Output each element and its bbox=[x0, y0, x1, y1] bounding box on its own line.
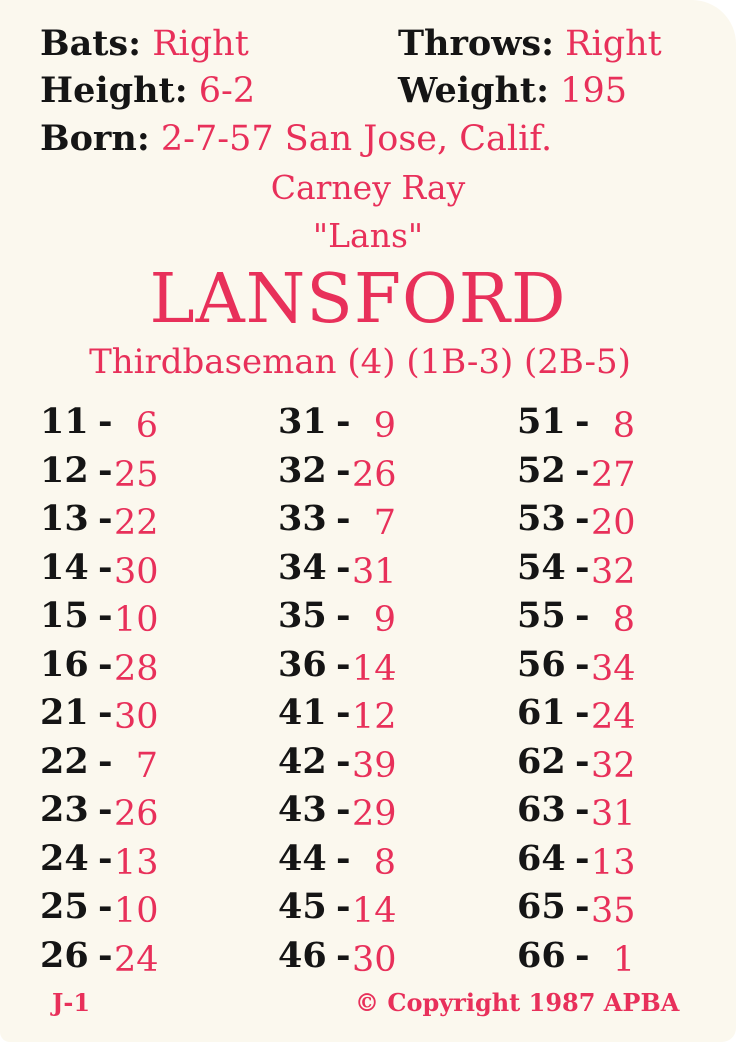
result-entry bbox=[40, 934, 240, 983]
result-entry bbox=[278, 885, 478, 934]
dice-code: 36 bbox=[278, 643, 327, 685]
result-entry bbox=[517, 691, 717, 740]
result-entry bbox=[40, 497, 240, 546]
dice-code: 64 bbox=[517, 837, 566, 879]
dash-separator: - bbox=[575, 837, 590, 879]
result-entry bbox=[278, 691, 478, 740]
dash-separator: - bbox=[98, 692, 113, 733]
result-number: 35 bbox=[591, 891, 636, 931]
result-number: 8 bbox=[612, 600, 635, 640]
result-number: 22 bbox=[114, 503, 159, 543]
dash-separator: - bbox=[98, 740, 113, 782]
dash-separator: - bbox=[575, 789, 590, 830]
dice-code: 46 bbox=[278, 934, 327, 976]
result-number: 7 bbox=[373, 503, 396, 543]
dice-code: 44 bbox=[278, 837, 327, 879]
weight-label: Weight: bbox=[398, 70, 550, 111]
dash-separator: - bbox=[575, 595, 590, 636]
dice-code: 45 bbox=[278, 886, 327, 927]
result-entry bbox=[517, 643, 717, 692]
dash-separator: - bbox=[575, 498, 590, 539]
result-number: 26 bbox=[352, 454, 397, 495]
result-entry bbox=[278, 594, 478, 643]
result-number: 7 bbox=[135, 745, 158, 786]
dice-code: 41 bbox=[278, 692, 327, 733]
result-entry bbox=[517, 546, 717, 595]
result-entry bbox=[40, 837, 240, 886]
dash-separator: - bbox=[575, 546, 590, 588]
dash-separator: - bbox=[336, 740, 351, 782]
dash-separator: - bbox=[98, 643, 113, 685]
result-entry bbox=[40, 740, 240, 789]
throws-value: Right bbox=[565, 24, 662, 64]
bats-label: Bats: bbox=[40, 23, 142, 64]
position-line: Thirdbaseman (4) (1B-3) (2B-5) bbox=[89, 342, 631, 382]
height-label: Height: bbox=[40, 70, 188, 111]
result-number: 9 bbox=[373, 600, 396, 640]
dash-separator: - bbox=[336, 934, 351, 976]
result-entry bbox=[278, 837, 478, 886]
dash-separator: - bbox=[98, 401, 113, 442]
result-entry bbox=[517, 788, 717, 837]
dice-code: 13 bbox=[40, 498, 89, 539]
dash-separator: - bbox=[575, 886, 590, 927]
born-value: 2-7-57 San Jose, Calif. bbox=[160, 119, 553, 159]
result-number: 6 bbox=[135, 406, 158, 446]
dash-separator: - bbox=[575, 449, 590, 491]
dice-code: 35 bbox=[278, 595, 327, 636]
result-entry bbox=[278, 788, 478, 837]
dice-code: 26 bbox=[40, 934, 89, 976]
result-number: 14 bbox=[352, 648, 397, 689]
result-number: 25 bbox=[114, 454, 159, 495]
dash-separator: - bbox=[336, 692, 351, 733]
result-number: 13 bbox=[114, 842, 159, 883]
dice-code: 55 bbox=[517, 595, 566, 636]
result-entry bbox=[40, 788, 240, 837]
dash-separator: - bbox=[575, 401, 590, 442]
result-entry bbox=[40, 691, 240, 740]
dash-separator: - bbox=[575, 934, 590, 976]
dice-code: 14 bbox=[40, 546, 89, 588]
height-value: 6-2 bbox=[198, 71, 256, 111]
result-number: 10 bbox=[114, 891, 159, 931]
dash-separator: - bbox=[336, 643, 351, 685]
weight-row bbox=[398, 71, 627, 111]
result-number: 27 bbox=[591, 454, 636, 495]
dice-code: 25 bbox=[40, 886, 89, 927]
result-number: 31 bbox=[352, 551, 397, 592]
result-number: 24 bbox=[591, 697, 636, 737]
dash-separator: - bbox=[336, 595, 351, 636]
throws-row bbox=[398, 24, 662, 64]
last-name: LANSFORD bbox=[149, 260, 567, 339]
throws-label: Throws: bbox=[398, 23, 555, 64]
result-entry bbox=[278, 643, 478, 692]
dash-separator: - bbox=[336, 886, 351, 927]
born-row bbox=[40, 119, 552, 159]
dice-code: 15 bbox=[40, 595, 89, 636]
dash-separator: - bbox=[98, 449, 113, 491]
dash-separator: - bbox=[336, 789, 351, 830]
dash-separator: - bbox=[98, 789, 113, 830]
result-number: 26 bbox=[114, 794, 159, 834]
dash-separator: - bbox=[336, 401, 351, 442]
result-number: 10 bbox=[114, 600, 159, 640]
result-entry bbox=[278, 400, 478, 449]
result-entry bbox=[40, 546, 240, 595]
result-number: 8 bbox=[612, 406, 635, 446]
result-number: 30 bbox=[352, 939, 397, 980]
result-entry bbox=[40, 449, 240, 498]
result-entry bbox=[278, 497, 478, 546]
dash-separator: - bbox=[98, 934, 113, 976]
dice-code: 12 bbox=[40, 449, 89, 491]
height-row bbox=[40, 71, 255, 111]
dice-code: 42 bbox=[278, 740, 327, 782]
dice-code: 56 bbox=[517, 643, 566, 685]
dice-code: 63 bbox=[517, 789, 566, 830]
result-entry bbox=[278, 740, 478, 789]
dice-code: 66 bbox=[517, 934, 566, 976]
weight-value: 195 bbox=[560, 71, 627, 111]
dash-separator: - bbox=[336, 546, 351, 588]
dice-code: 21 bbox=[40, 692, 89, 733]
dash-separator: - bbox=[575, 740, 590, 782]
dash-separator: - bbox=[98, 595, 113, 636]
dash-separator: - bbox=[575, 692, 590, 733]
result-entry bbox=[40, 885, 240, 934]
nickname: "Lans" bbox=[312, 216, 424, 255]
result-entry bbox=[278, 934, 478, 983]
result-entry bbox=[278, 546, 478, 595]
result-column-3 bbox=[517, 400, 717, 982]
dice-code: 34 bbox=[278, 546, 327, 588]
dice-code: 61 bbox=[517, 692, 566, 733]
result-entry bbox=[517, 885, 717, 934]
result-number: 24 bbox=[114, 939, 159, 980]
dash-separator: - bbox=[336, 498, 351, 539]
dash-separator: - bbox=[336, 837, 351, 879]
result-entry bbox=[517, 740, 717, 789]
dash-separator: - bbox=[575, 643, 590, 685]
dash-separator: - bbox=[98, 498, 113, 539]
dice-code: 11 bbox=[40, 401, 89, 442]
result-entry bbox=[517, 837, 717, 886]
result-number: 28 bbox=[114, 648, 159, 689]
result-number: 30 bbox=[114, 551, 159, 592]
result-number: 32 bbox=[591, 551, 636, 592]
result-entry bbox=[278, 449, 478, 498]
dice-code: 43 bbox=[278, 789, 327, 830]
result-column-2 bbox=[278, 400, 478, 982]
dice-code: 24 bbox=[40, 837, 89, 879]
dash-separator: - bbox=[98, 886, 113, 927]
result-entry bbox=[517, 594, 717, 643]
dice-code: 33 bbox=[278, 498, 327, 539]
result-number: 9 bbox=[373, 406, 396, 446]
result-number: 34 bbox=[591, 648, 636, 689]
bats-row bbox=[40, 24, 249, 64]
dice-code: 31 bbox=[278, 401, 327, 442]
result-column-1 bbox=[40, 400, 240, 982]
result-number: 14 bbox=[352, 891, 397, 931]
result-number: 8 bbox=[373, 842, 396, 883]
dice-code: 16 bbox=[40, 643, 89, 685]
dash-separator: - bbox=[336, 449, 351, 491]
dice-code: 51 bbox=[517, 401, 566, 442]
card-code: J-1 bbox=[52, 988, 91, 1017]
dash-separator: - bbox=[98, 546, 113, 588]
first-name: Carney Ray bbox=[270, 168, 466, 207]
dice-code: 53 bbox=[517, 498, 566, 539]
result-entry bbox=[40, 643, 240, 692]
dice-code: 65 bbox=[517, 886, 566, 927]
result-number: 39 bbox=[352, 745, 397, 786]
result-number: 12 bbox=[352, 697, 397, 737]
result-entry bbox=[517, 400, 717, 449]
result-number: 1 bbox=[612, 939, 635, 980]
result-number: 20 bbox=[591, 503, 636, 543]
dice-code: 22 bbox=[40, 740, 89, 782]
born-label: Born: bbox=[40, 118, 150, 159]
result-number: 29 bbox=[352, 794, 397, 834]
result-entry bbox=[517, 934, 717, 983]
dash-separator: - bbox=[98, 837, 113, 879]
dice-code: 32 bbox=[278, 449, 327, 491]
result-number: 31 bbox=[591, 794, 636, 834]
copyright-line: © Copyright 1987 APBA bbox=[355, 988, 680, 1017]
result-entry bbox=[40, 400, 240, 449]
result-number: 32 bbox=[591, 745, 636, 786]
dice-code: 54 bbox=[517, 546, 566, 588]
result-entry bbox=[517, 449, 717, 498]
bats-value: Right bbox=[152, 24, 249, 64]
dice-code: 52 bbox=[517, 449, 566, 491]
dice-code: 62 bbox=[517, 740, 566, 782]
result-number: 30 bbox=[114, 697, 159, 737]
result-number: 13 bbox=[591, 842, 636, 883]
result-entry bbox=[517, 497, 717, 546]
result-entry bbox=[40, 594, 240, 643]
dice-code: 23 bbox=[40, 789, 89, 830]
